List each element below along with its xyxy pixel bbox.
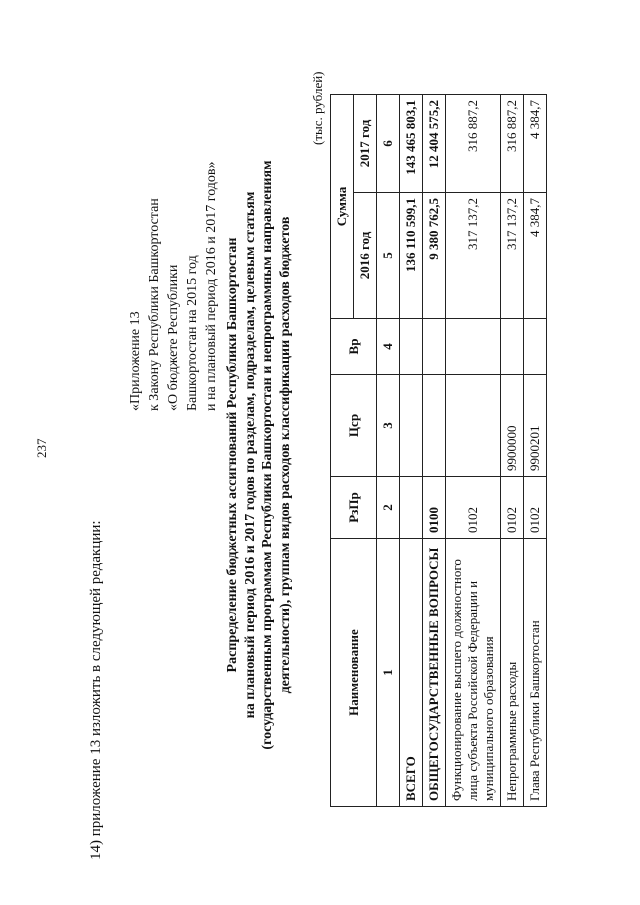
document-title: [224, 145, 294, 765]
header-vr: Вр: [331, 319, 377, 375]
cell-2016: 317 137,2: [501, 193, 524, 319]
table-row: [446, 95, 501, 807]
page-number: 237: [34, 438, 49, 458]
cell-vr: [423, 319, 446, 375]
cell-csr: [446, 375, 501, 477]
index-cell: 5: [377, 193, 400, 319]
appendix-line: «О бюджете Республики: [166, 264, 181, 411]
cell-2016: 317 137,2: [446, 193, 501, 319]
cell-rzpr: 0102: [446, 477, 501, 539]
cell-csr: 9900000: [501, 375, 524, 477]
header-name: Наименование: [331, 539, 377, 807]
title-line: Распределение бюджетных ассигнований Республики Башкортостан: [225, 237, 240, 673]
cell-vr: [400, 319, 423, 375]
appendix-line: Башкортостан на 2015 год: [185, 255, 200, 411]
intro-text: 14) приложение 13 изложить в следующей редакции:: [88, 520, 104, 860]
cell-rzpr: 0102: [501, 477, 524, 539]
index-cell: 4: [377, 319, 400, 375]
cell-name: Глава Республики Башкортостан: [524, 539, 547, 807]
cell-vr: [501, 319, 524, 375]
cell-csr: [400, 375, 423, 477]
cell-rzpr: [400, 477, 423, 539]
title-line: деятельности), группам видов расходов классификации расходов бюджетов: [277, 216, 293, 694]
cell-csr: 9900201: [524, 375, 547, 477]
appendix-line: к Закону Республики Башкортостан: [147, 198, 162, 411]
cell-name: Функционирование высшего должностного лица субъекта Российской Федерации и муниципального образования: [446, 539, 501, 807]
cell-name: ВСЕГО: [400, 539, 423, 807]
cell-2017: 143 465 803,1: [400, 95, 423, 193]
table-row: [400, 95, 423, 807]
units-label: (тыс. рублей): [310, 71, 325, 145]
cell-2017: 316 887,2: [501, 95, 524, 193]
table-row: [501, 95, 524, 807]
cell-vr: [524, 319, 547, 375]
cell-2016: 9 380 762,5: [423, 193, 446, 319]
index-cell: 2: [377, 477, 400, 539]
table-row: [524, 95, 547, 807]
cell-name: ОБЩЕГОСУДАРСТВЕННЫЕ ВОПРОСЫ: [423, 539, 446, 807]
header-csr: Цср: [331, 375, 377, 477]
cell-rzpr: 0102: [524, 477, 547, 539]
header-2017: 2017 год: [354, 95, 377, 193]
budget-table: [330, 94, 547, 807]
header-rzpr: РзПр: [331, 477, 377, 539]
index-row: [377, 95, 400, 807]
title-line: на плановый период 2016 и 2017 годов по разделам, подразделам, целевым статьям: [242, 191, 258, 719]
header-2016: 2016 год: [354, 193, 377, 319]
cell-2016: 136 110 599,1: [400, 193, 423, 319]
cell-2017: 4 384,7: [524, 95, 547, 193]
title-line: (государственным программам Республики Башкортостан и непрограммным направлениям: [260, 160, 275, 750]
index-cell: 1: [377, 539, 400, 807]
cell-2017: 316 887,2: [446, 95, 501, 193]
index-cell: 3: [377, 375, 400, 477]
header-sum: Сумма: [331, 95, 354, 319]
appendix-line: и на плановый период 2016 и 2017 годов»: [204, 161, 219, 411]
table-row: [423, 95, 446, 807]
cell-2016: 4 384,7: [524, 193, 547, 319]
cell-name: Непрограммные расходы: [501, 539, 524, 807]
appendix-line: «Приложение 13: [128, 311, 143, 411]
appendix-header: [126, 161, 221, 411]
index-cell: 6: [377, 95, 400, 193]
cell-rzpr: 0100: [423, 477, 446, 539]
cell-vr: [446, 319, 501, 375]
cell-2017: 12 404 575,2: [423, 95, 446, 193]
cell-csr: [423, 375, 446, 477]
